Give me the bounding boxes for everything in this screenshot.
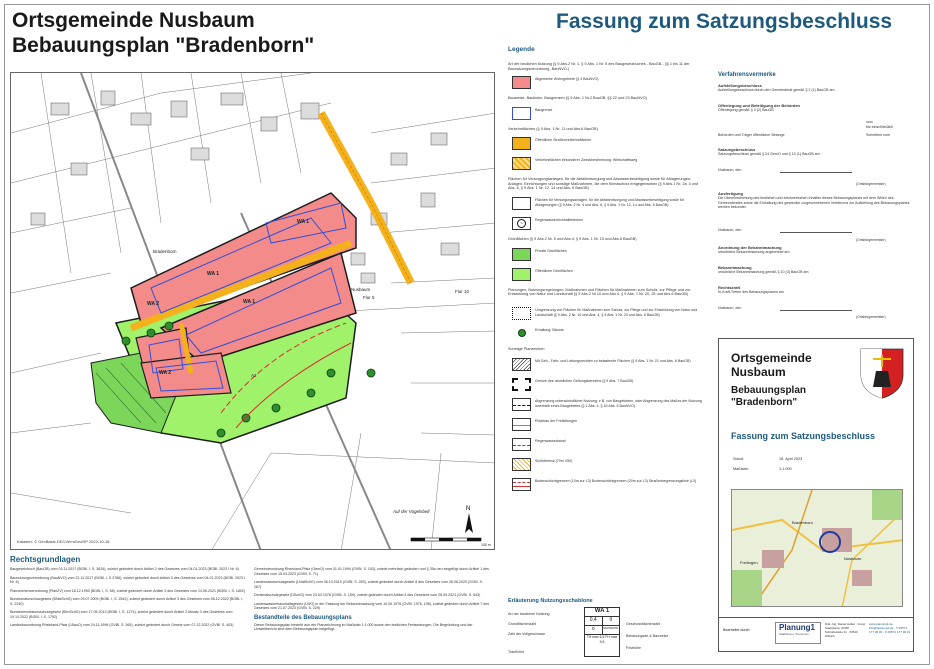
label-nusbaum: Nusbaum [351, 287, 371, 292]
procedure-place: Nusbaum, den [718, 168, 742, 172]
template-right-label: Geschossflächenzahl [626, 622, 661, 626]
legend-heading: Grünflächen (§ 9 Abs.2 Nr. 5 und Abs.4, § 9 Abs. 1 Nr. 15 und Abs.6 BauGB) [508, 237, 637, 241]
procedure-notes [718, 72, 912, 322]
title-block [718, 338, 914, 652]
usage-template-title: Erläuterung Nutzungsschablone [508, 598, 593, 604]
svg-text:N: N [466, 506, 471, 512]
legend-label: Erhaltung: Bäume [535, 328, 564, 333]
signature-label: (Ortsbürgermeister) [856, 182, 886, 186]
legend-swatch-wa [512, 76, 531, 89]
loc-label-nusbaum: Nusbaum [844, 556, 862, 561]
procedure-title: Verfahrensvermerke [718, 72, 776, 78]
title-block-org [731, 351, 812, 379]
legal-item: Baunutzungsverordnung (BauNVO) vom 21.11.2017 (BGBl. I, S.3786), zuletzt geändert durch Artikel 3 des Gesetzes vom 04.01.2023 (BGBl. 2023 I Nr. 6) [10, 575, 246, 584]
plan-svg [11, 73, 495, 550]
procedure-text: Die Übereinstimmung des textlichen und zeichnerischen Inhaltes dieses Bebauungsplanes mit dem Willen des Gemeinderates sowie die Einhaltung des gesetzlich vorgeschriebenen Verfahrens zur Aufstellung des Bebauungsplanes werden bekundet. [718, 196, 910, 210]
legend-label: Rückbau der Freileitungen [535, 419, 578, 423]
usage-template-box [584, 607, 620, 657]
label-wa2-b: WA 2 [159, 370, 172, 376]
bearbeitung-stamp [719, 617, 913, 651]
template-hoehe: TH max 6,5 FH max 9,5 [586, 635, 618, 644]
org-line1: Ortsgemeinde [731, 351, 812, 365]
label-wa2-a: WA 2 [147, 301, 160, 307]
label-vogelsbell: Auf der Vogelsbell [393, 509, 430, 514]
signature-label: (Ortsbürgermeister) [856, 315, 886, 319]
procedure-bis: bis einschließlich [866, 125, 894, 129]
stand-label: Stand: [733, 457, 744, 461]
signature-line [780, 172, 852, 173]
procedure-text: Satzungsbeschluss gemäß § 24 GemO und § 10 (1) BauGB am [718, 152, 820, 157]
label-wa1-b: WA 1 [207, 271, 220, 277]
template-right-label: Firsthöhe [626, 646, 641, 650]
procedure-place: Nusbaum, den [718, 228, 742, 232]
firm-name: Planung1 [779, 623, 816, 632]
procedure-head: Aufstellungsbeschluss [718, 83, 762, 88]
template-bauweise: o [585, 626, 603, 634]
coat-of-arms-icon [859, 347, 905, 399]
procedure-head: Satzungsbeschluss [718, 147, 756, 152]
massstab-value: 1:1.000 [779, 467, 792, 471]
loc-label-bradenborn: Bradenborn [792, 520, 813, 525]
legal-basis-title: Rechtsgrundlagen [10, 555, 81, 564]
legend-heading: Sonstige Planzeichen [508, 347, 545, 352]
legal-basis-right [254, 567, 490, 636]
legend-swatch-public-green [512, 268, 531, 281]
legal-item: Planzeichenverordnung (PlanZV) vom 18.12.1990 (BGBl. I, S. 58), zuletzt geändert durch Artikel 3 des Gesetzes vom 14.06.2021 (BGBl. I, S. 1802) [10, 588, 246, 593]
procedure-head: Ausfertigung [718, 191, 743, 196]
legend-swatch-grenze [512, 378, 531, 391]
usage-template [508, 598, 710, 658]
legend-label: Öffentliche Grünflächen [535, 268, 573, 273]
label-a2: A2 [251, 373, 257, 378]
legal-item: Baugesetzbuch (BauGB) vom 03.11.2017 (BGBl. I, S. 3634), zuletzt geändert durch Artikel 2 des Gesetzes vom 04.01.2023 (BGBl. 2023 I Nr. 6) [10, 567, 239, 571]
legend-heading: Verkehrsflächen (§ 9 Abs. 1 Nr. 11 und Abs.6 BauGB) [508, 126, 598, 131]
template-grz: 0,4 [585, 617, 603, 625]
legal-item: Landesbauordnung Rheinland-Pfalz (LBauO) vom 24.11.1998 (GVBl. S. 365), zuletzt geändert durch Gesetz vom 07.12.2022 (GVBl. S. 403) [10, 623, 234, 627]
legend-swatch-regen: ~ [512, 217, 531, 230]
legend-swatch-rueckbau [512, 418, 531, 431]
org-line2: Nusbaum [731, 365, 786, 379]
legend-swatch-street [512, 137, 531, 150]
legend-label: Sichtdreieck (70m V50) [535, 459, 573, 463]
signature-label: (Ortsbürgermeister) [856, 238, 886, 242]
signature-line [780, 232, 852, 233]
bearbeitet-label: Bearbeitet durch: [723, 628, 751, 632]
title-block-fassung: Fassung zum Satzungsbeschluss [731, 431, 876, 441]
plan-drawing [10, 72, 495, 550]
firm-contact: Dipl.-Ing. Daniel Heller · Freier Stadtplaner AKRP · Schloßstraße 11 · 54516 Wittlich [825, 622, 866, 638]
legend-label: Allgemeine Wohngebiete (§ 4 BauNVO) [535, 77, 599, 81]
legend-label: Mit Geh-, Fahr- und Leitungsrechten zu belastende Flächen (§ 9 Abs. 1 Nr. 21 und Abs. 6 BauGB) [535, 359, 691, 363]
procedure-text: Behörden und Träger öffentlicher Belange [718, 133, 785, 137]
north-arrow [465, 506, 473, 533]
template-dach: SD/WD/PD [603, 626, 619, 630]
template-left-label: Traufhöhe [508, 650, 525, 654]
legend-label: Private Grünflächen [535, 248, 567, 253]
template-left-label: Grundflächenzahl [508, 622, 537, 626]
template-right-label: Bebauungsart & Bauweise [626, 634, 669, 638]
bestandteile-text: Dieser Bebauungsplan besteht aus der Planzeichnung im Maßstab 1:1.000 sowie den textlichen Festsetzungen. Die Begründung und der Umweltbericht sind dem Bebauungsplan beigefügt. [254, 622, 473, 631]
firm-sub: Städtebau | Tourismus [779, 632, 809, 636]
massstab-label: Maßstab: [733, 467, 749, 471]
plan-title [12, 8, 314, 58]
legend-intro: Art der baulichen Nutzung (§ 9 Abs.2 Nr. 1, § 9 Abs. 1 Nr. 5 des Baugesetzbuches - BauGB-, §§ 1 bis 11 der Baunutzungsverordnung -BauNVO-) [508, 62, 690, 71]
legend-label: Öffentliche Straßenverkehrsflächen [535, 138, 592, 143]
legend-label: Baugrenze [535, 107, 553, 112]
procedure-place: Nusbaum, den [718, 306, 742, 310]
legend-label: Flächen für Versorgungsanlagen, für die Abfallentsorgung und Abwasserbeseitigung sowie für Ablagerungen (§ 9 Abs. 2 Nr. 4 und Abs. 6, § 9 Abs. 1 Nr. 12, 14 und Abs. 6 BauGB) [535, 198, 685, 207]
legend-swatch-wirtschaftsweg [512, 157, 531, 170]
legend-label: Umgrenzung von Flächen für Maßnahmen zum Schutz, zur Pflege und zur Entwicklung von Natur und Landschaft (§ 9 Abs. 2 Nr. 10 und Abs. 4, § 9 Abs. 1 Nr. 20 und Abs. 6 BauGB) [535, 308, 698, 317]
legend-label: Grenze des räumlichen Geltungsbereichs (§ 9 Abs. 7 BauGB) [535, 379, 634, 383]
procedure-head: Offenlegung und Beteiligung der Behörden [718, 103, 800, 108]
procedure-head: Rechtskraft [718, 285, 741, 290]
procedure-head: Bekanntmachung [718, 265, 752, 270]
scale-label: 100 m [481, 543, 491, 547]
legend-swatch-baugrenze [512, 107, 531, 120]
legal-item: Bundesimmissionsschutzgesetz (BImSchG) vom 17.05.2013 (BGBl. I, S. 1274), zuletzt geändert durch Artikel 2 Absatz 3 des Gesetzes vom 19.10.2022 (BGBl. I, S. 1792) [10, 610, 233, 619]
procedure-text: Offenlegung gemäß § 3 (2) BauGB [718, 108, 774, 113]
legend-swatch-private-green [512, 248, 531, 261]
legend-label: Abgrenzung unterschiedlicher Nutzung, z.B. von Baugebieten, oder Abgrenzung des Maßes der Nutzung innerhalb eines Baugebietes (§ 1 Abs. 4, § 16 Abs. 5 BauNVO) [535, 399, 702, 408]
legend-heading: Planungen, Nutzungsregelungen, Maßnahmen und Flächen für Maßnahmen zum Schutz, zur Pflege und zur Entwicklung von Natur und Landschaft (§ 9 Abs.2 Nr.10 und Abs.4, § 9 Abs. 1 Nr. 20, 25 und Abs.6 BauGB) [508, 287, 691, 297]
title-block-plan [731, 385, 806, 409]
label-flur5: Flur 5 [363, 295, 375, 300]
legal-item: Denkmalschutzgesetz (DSchG) vom 23.03.1978 (GVBl. S. 159), zuletzt geändert durch Artikel 4 des Gesetzes vom 28.09.2021 (GVBl. S. 543) [254, 593, 481, 597]
legend-swatch-versorgung [512, 197, 531, 210]
legend-swatch-boden [512, 478, 531, 491]
procedure-vom: vom [866, 120, 873, 124]
legend-title: Legende [508, 46, 535, 53]
loc-label-freilingen: Freilingen [740, 560, 758, 565]
legend-label: Regenwasserkanal [535, 439, 566, 443]
procedure-text: In-Kraft-Treten des Bebauungsplanes am [718, 290, 784, 295]
legend-swatch-umgrenzung [512, 307, 531, 320]
legend [508, 46, 710, 646]
legal-item: Landesnaturschutzgesetz (LNatSchG) vom 06.10.2015 (GVBl. S. 283), zuletzt geändert durch Artikel 8 des Gesetzes vom 26.06.2020 (GVBl. S. 287) [254, 580, 483, 589]
procedure-text: ortsübliche Bekanntmachung angeordnet am [718, 250, 790, 255]
label-street-bradenborn: Bradenborn [153, 249, 177, 254]
status-title: Fassung zum Satzungsbeschluss [556, 10, 893, 33]
legend-swatch-gfl [512, 358, 531, 371]
firm-web: www.planung1.de · info@planung1.de · T 06571 177 96 00 · F 06571 177 96 01 [869, 622, 911, 634]
legal-basis-left [10, 567, 246, 632]
procedure-head: Anordnung der Bekanntmachung [718, 245, 782, 250]
label-flur10: Flur 10 [455, 289, 470, 294]
legend-swatch-kanal [512, 438, 531, 451]
label-wa1-a: WA 1 [297, 219, 310, 225]
procedure-schreiben: Schreiben vom [866, 133, 890, 137]
legend-label: Bodenschichtgrenzen (10m zur L3) Bodenschichtgrenzen (20m zur L3) Straßenbegrenzungslinie (L3) [535, 479, 697, 483]
bestandteile-title: Bestandteile des Bebauungsplans [254, 614, 352, 621]
signature-line [780, 310, 852, 311]
template-left-label: Zahl der Vollgeschosse [508, 632, 546, 636]
procedure-text: ortsübliche Bekanntmachung gemäß § 10 (3) BauGB am [718, 270, 809, 275]
legend-swatch-baum [512, 327, 531, 340]
legend-label: Verkehrsflächen besonderer Zweckbestimmung: Wirtschaftsweg [535, 158, 638, 163]
legal-item: Landeswasserhaushaltsgesetz (LWG) in der Fassung der Bekanntmachung vom 10.06.1976 (GVBl. 1976, 196), zuletzt geändert durch Artikel 7 des Gesetzes vom 21.07.2023 (GVBl. S. 229) [254, 601, 490, 610]
location-map [731, 489, 903, 607]
legal-item: Gemeindeordnung Rheinland-Pfalz (GemO) vom 31.01.1994 (GVBl. S. 153), zuletzt mehrfach geändert und § 35a neu eingefügt durch Artikel 1 des Gesetzes vom 15.03.2023 (GVBl. S. 71) [254, 567, 489, 576]
legal-item: Bundesnaturschutzgesetz (BNatSchG) vom 29.07.2009 (BGBl. I, S. 2542), zuletzt geändert durch Artikel 3 des Gesetzes vom 08.12.2022 (BGBl. I, S. 2240) [10, 597, 244, 606]
legend-heading: Flächen für Versorgungsanlagen, für die Abfallentsorgung und Abwasserbeseitigung sowie für Ablagerungen; Anlagen, Einrichtungen und sonstige Maßnahmen, die dem Klimaschutz entgegenwirken (§ 9 Abs.1 Nr. 2a, 4 und Abs. 6, § 9 Abs. 1 Nr. 12, 14 und Abs. 6 BauGB) [508, 177, 699, 191]
legend-swatch-sicht [512, 458, 531, 471]
template-art: WA 1 [585, 608, 619, 617]
legend-heading: Bauweise, Baulinien, Baugrenzen (§ 9 Abs. 1 Nr.2 BauGB, §§ 22 und 23 BauNVO) [508, 96, 647, 100]
location-map-svg [732, 490, 903, 607]
firm-logo [775, 622, 821, 644]
legend-label: Regenwasserrückhaltebecken [535, 218, 584, 222]
plan-line2: "Bradenborn" [731, 397, 798, 408]
label-wa1-c: WA 1 [243, 299, 256, 305]
template-zahl: II [609, 617, 613, 623]
cadastre-caption: Kataster: © GeoBasis-DE/LVermGeoRP 2022-10-16 [17, 539, 110, 544]
title-municipality: Ortsgemeinde Nusbaum [12, 9, 255, 32]
scale-bar [411, 538, 481, 541]
legend-swatch-abgrenzung [512, 398, 531, 411]
legal-basis-section [10, 555, 490, 665]
title-plan-name: Bebauungsplan "Bradenborn" [12, 34, 315, 57]
procedure-text: Aufstellungsbeschluss durch den Gemeinderat gemäß § 2 (1) BauGB am [718, 88, 835, 93]
plan-line1: Bebauungsplan [731, 385, 807, 396]
template-left-label: Art der baulichen Nutzung [508, 612, 550, 616]
stand-value: 18. April 2023 [779, 457, 803, 461]
